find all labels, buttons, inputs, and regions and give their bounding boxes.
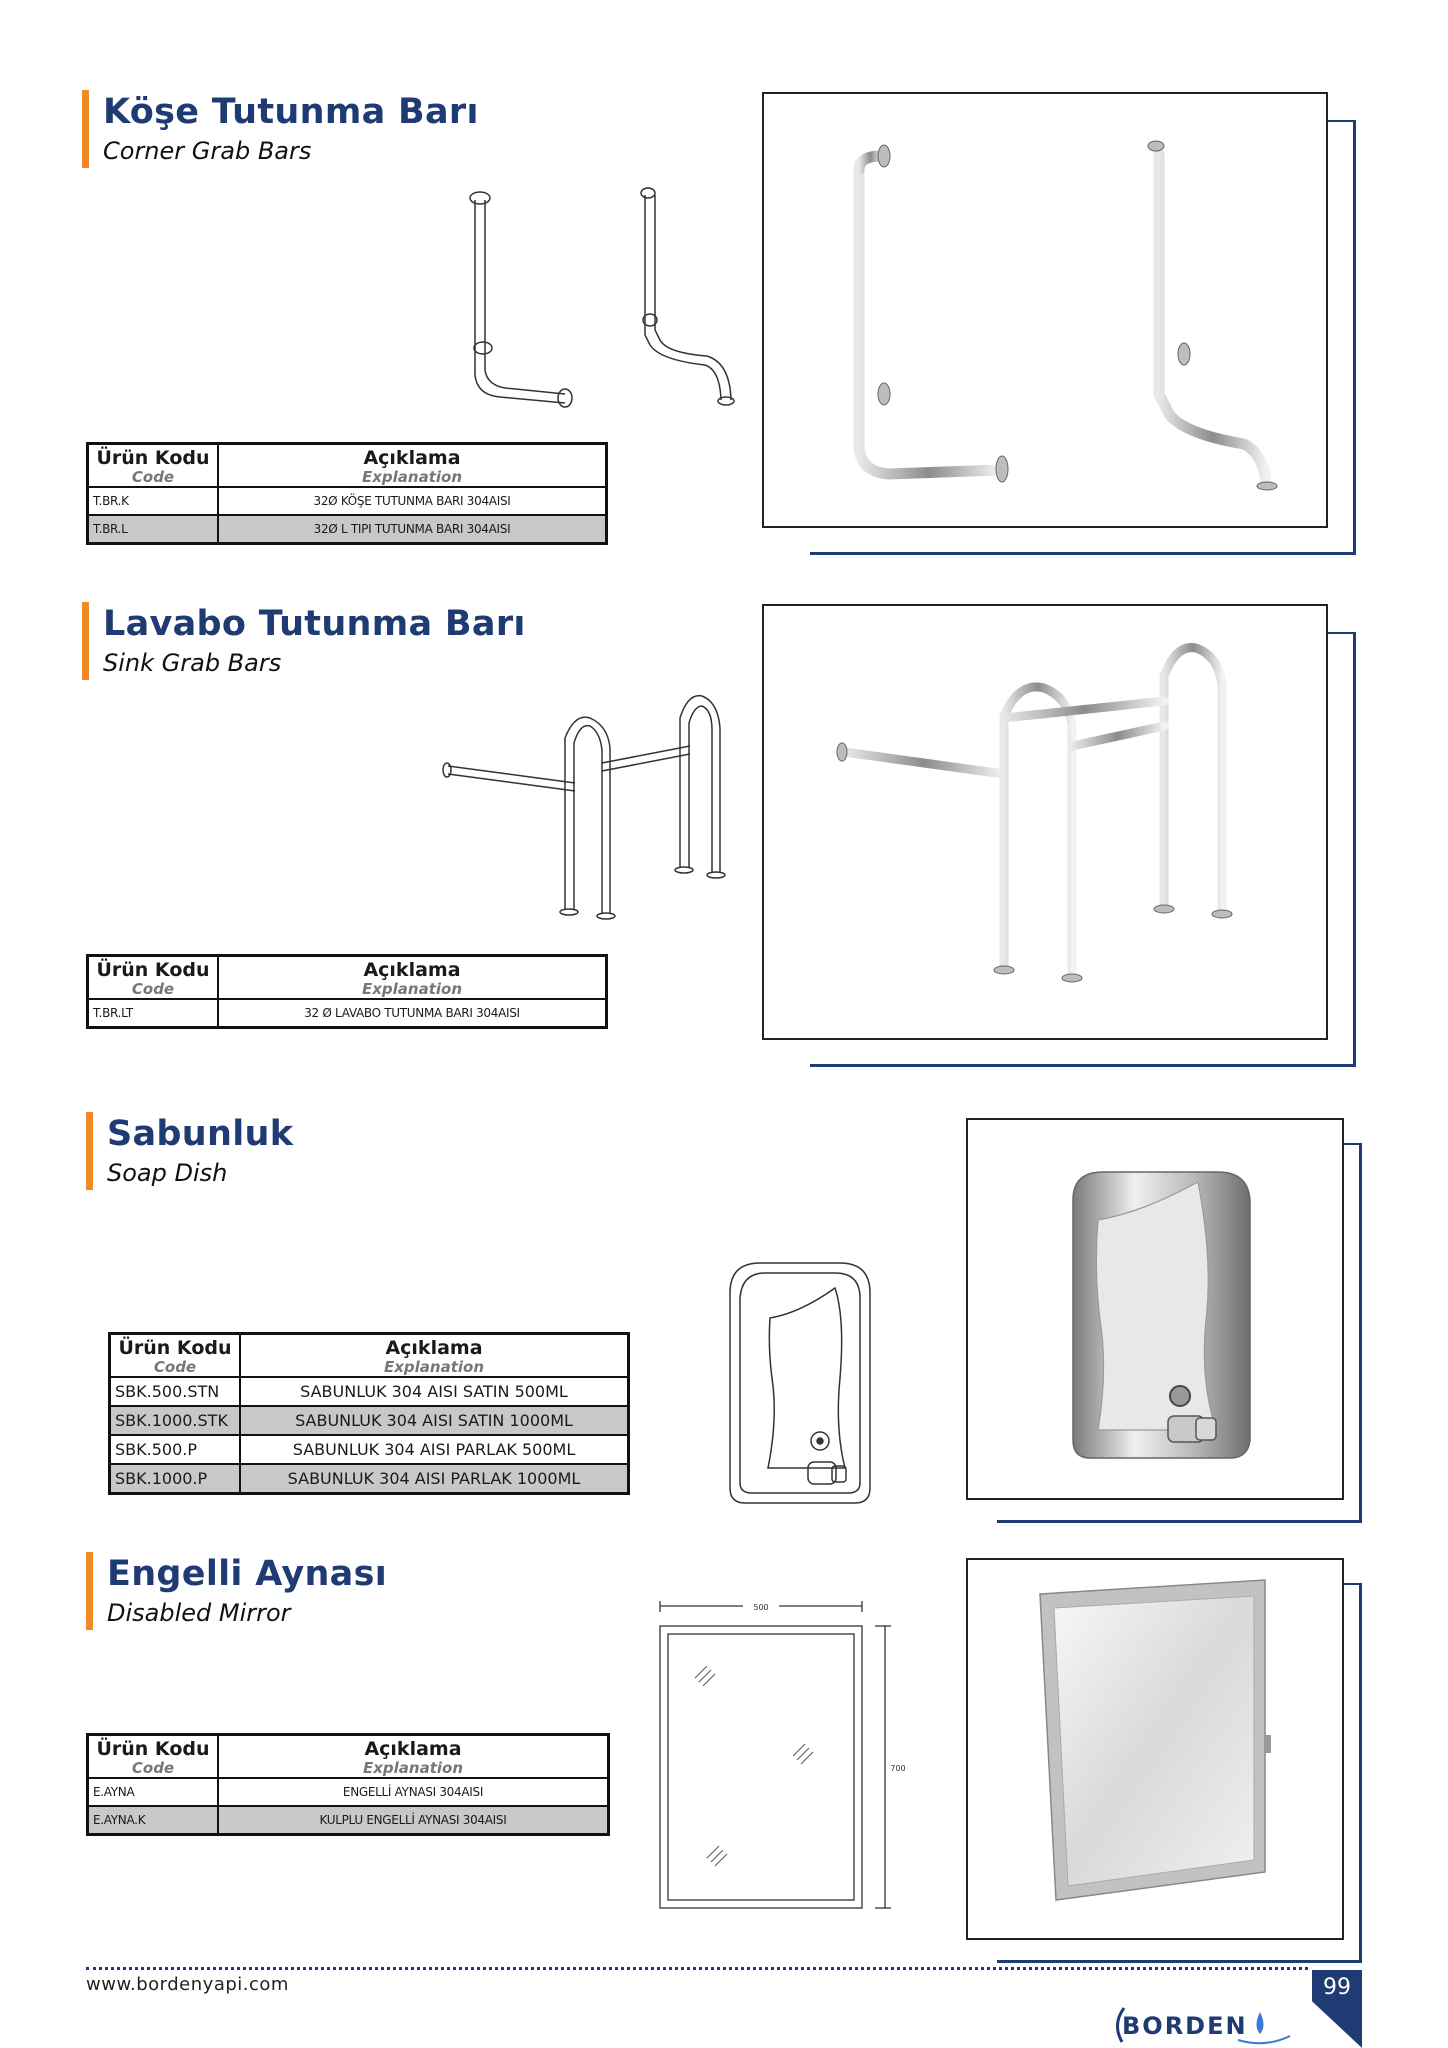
dimension-width-label: 500 bbox=[753, 1603, 769, 1612]
section-title: Sabunluk bbox=[107, 1114, 294, 1154]
product-code: E.AYNA.K bbox=[88, 1806, 219, 1835]
section-title: Engelli Aynası bbox=[107, 1554, 388, 1594]
table-row bbox=[110, 1377, 629, 1406]
table-row bbox=[110, 1406, 629, 1435]
product-description: 32 Ø LAVABO TUTUNMA BARI 304AISI bbox=[218, 999, 607, 1028]
corner-photo-frame bbox=[762, 92, 1328, 528]
header-description: Açıklama Explanation bbox=[240, 1334, 629, 1378]
sink-photo-frame bbox=[762, 604, 1328, 1040]
product-description: SABUNLUK 304 AISI SATIN 1000ML bbox=[240, 1406, 629, 1435]
header-description: Açıklama Explanation bbox=[218, 444, 607, 488]
page-number: 99 bbox=[1323, 1975, 1351, 2000]
product-description: KULPLU ENGELLİ AYNASI 304AISI bbox=[218, 1806, 609, 1835]
corner-bar-drawing bbox=[455, 185, 745, 420]
section-title: Köşe Tutunma Barı bbox=[103, 92, 479, 132]
section-heading-mirror bbox=[86, 1552, 387, 1630]
product-code: T.BR.K bbox=[88, 487, 219, 515]
table-row bbox=[110, 1464, 629, 1494]
section-subtitle: Soap Dish bbox=[107, 1159, 228, 1187]
section-subtitle: Sink Grab Bars bbox=[103, 649, 282, 677]
section-heading-soap bbox=[86, 1112, 293, 1190]
table-row bbox=[88, 1806, 609, 1835]
section-heading-sink bbox=[82, 602, 526, 680]
corner-bar-photo bbox=[764, 94, 1326, 526]
corner-spec-table bbox=[86, 442, 608, 545]
dimension-height-label: 700 bbox=[890, 1764, 906, 1773]
header-code: Ürün Kodu Code bbox=[88, 1735, 219, 1779]
soap-dispenser-drawing bbox=[720, 1258, 880, 1508]
footer-logo: BORDEN bbox=[1122, 2012, 1248, 2040]
header-code: Ürün Kodu Code bbox=[110, 1334, 241, 1378]
section-heading-corner bbox=[82, 90, 479, 168]
soap-photo-frame bbox=[966, 1118, 1344, 1500]
product-description: SABUNLUK 304 AISI PARLAK 500ML bbox=[240, 1435, 629, 1464]
product-description: SABUNLUK 304 AISI SATIN 500ML bbox=[240, 1377, 629, 1406]
table-row bbox=[110, 1435, 629, 1464]
sink-bar-drawing bbox=[440, 688, 740, 928]
product-code: SBK.1000.P bbox=[110, 1464, 241, 1494]
product-code: SBK.500.P bbox=[110, 1435, 241, 1464]
product-description: SABUNLUK 304 AISI PARLAK 1000ML bbox=[240, 1464, 629, 1494]
mirror-photo bbox=[968, 1560, 1342, 1938]
table-row bbox=[88, 999, 607, 1028]
mirror-photo-frame bbox=[966, 1558, 1344, 1940]
section-subtitle: Disabled Mirror bbox=[107, 1599, 291, 1627]
product-description: 32Ø KÖŞE TUTUNMA BARI 304AISI bbox=[218, 487, 607, 515]
sink-bar-photo bbox=[764, 606, 1326, 1038]
header-description: Açıklama Explanation bbox=[218, 956, 607, 1000]
product-description: ENGELLİ AYNASI 304AISI bbox=[218, 1778, 609, 1806]
header-code: Ürün Kodu Code bbox=[88, 956, 219, 1000]
footer-divider bbox=[86, 1967, 1308, 1970]
product-code: SBK.1000.STK bbox=[110, 1406, 241, 1435]
section-subtitle: Corner Grab Bars bbox=[103, 137, 312, 165]
product-code: E.AYNA bbox=[88, 1778, 219, 1806]
table-row bbox=[88, 1778, 609, 1806]
mirror-spec-table bbox=[86, 1733, 610, 1836]
product-code: SBK.500.STN bbox=[110, 1377, 241, 1406]
product-description: 32Ø L TIPI TUTUNMA BARI 304AISI bbox=[218, 515, 607, 544]
header-description: Açıklama Explanation bbox=[218, 1735, 609, 1779]
product-code: T.BR.L bbox=[88, 515, 219, 544]
soap-spec-table bbox=[108, 1332, 630, 1495]
section-title: Lavabo Tutunma Barı bbox=[103, 604, 526, 644]
footer-website: www.bordenyapi.com bbox=[86, 1974, 289, 1995]
table-row bbox=[88, 487, 607, 515]
header-code: Ürün Kodu Code bbox=[88, 444, 219, 488]
soap-dispenser-photo bbox=[968, 1120, 1342, 1498]
product-code: T.BR.LT bbox=[88, 999, 219, 1028]
table-row bbox=[88, 515, 607, 544]
mirror-dimension-drawing bbox=[655, 1598, 905, 1918]
sink-spec-table bbox=[86, 954, 608, 1029]
